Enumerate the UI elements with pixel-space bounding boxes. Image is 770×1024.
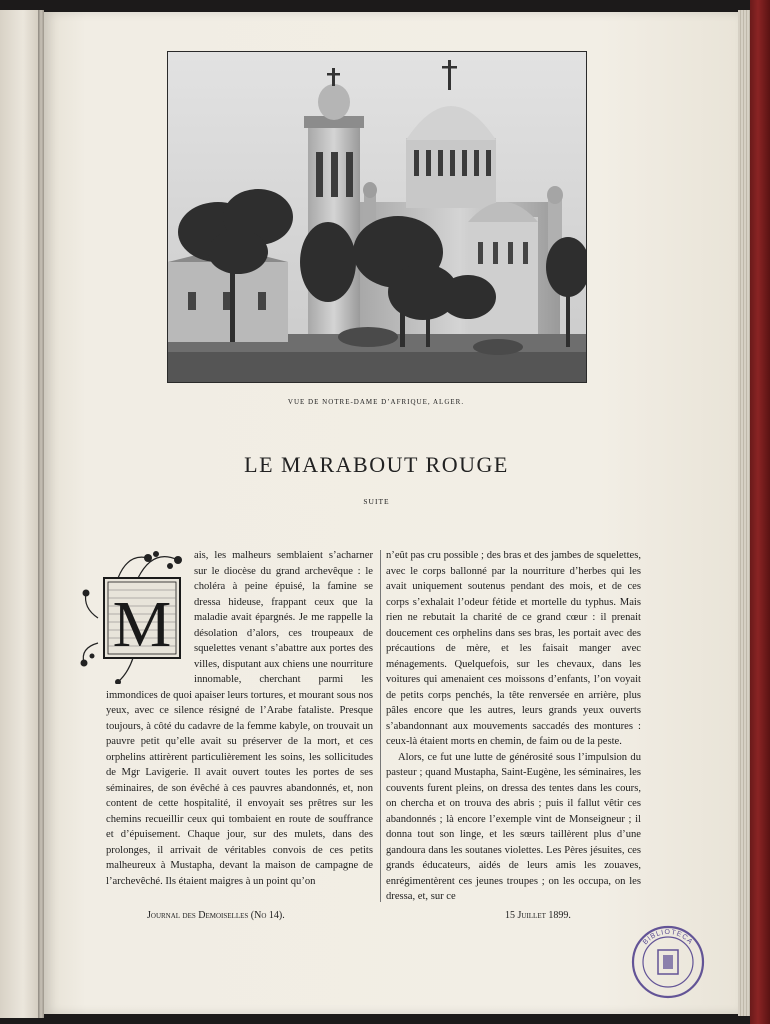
photo-caption: VUE DE NOTRE-DAME D’AFRIQUE, ALGER. — [287, 398, 465, 406]
left-page-edge — [0, 10, 42, 1018]
footer-date: 15 Juillet 1899. — [505, 910, 571, 921]
right-paragraph-1: n’eût pas cru possible ; des bras et des jambes de squelettes, avec le corps ballonné par la nourriture d’herbes qui les avait uniquement soutenus pendant des mois, et de ces corps s’exhalait l’odeur fétide et mortelle du typhus. Mais rien ne rebutait la charité de ce grand cœur : il prenait doucement ces orphelins dans ses bras, les portait avec des précautions de mère, et les faisait manger avec ménagements. Quelquefois, sur les chevaux, dans les voitures qui amenaient ces moissons d’enfants, l’on voyait de petits corps penchés, la tête renversée en arrière, plus pâles encore que les autres, leurs grands yeux ouverts s’abandonnant aux mouvements saccadés des montures : ceux-là étaient morts en chemin, de faim ou de la peste. — [386, 550, 641, 747]
ornamental-dropcap — [78, 548, 190, 684]
right-paragraph-2: Alors, ce fut une lutte de générosité sous l’impulsion du pasteur ; quand Mustapha, Saint-Eugène, les séminaires, les couvents furent pleins, on dressa des tentes dans les cours, on chercha et on trouva des abris ; puis il fallut vêtir ces abandonnés ; là encore l’exemple vint de Monseigneur ; il donna tout son linge, et les sœurs taillèrent plus d’une gandoura dans les soutanes violettes. Les Pères jésuites, ces grands éducateurs, aidés de leurs amis les zouaves, enrégimentèrent ces jeunes troupes ; on les occupa, on les dressa, et, sur ce — [386, 751, 641, 902]
article-subtitle: SUITE — [363, 497, 390, 506]
page — [44, 12, 738, 1014]
basilica-illustration — [168, 52, 586, 382]
article-right-column — [386, 548, 641, 905]
basilica-photo — [167, 51, 587, 383]
book-cover-edge — [750, 0, 770, 1024]
article-title: LE MARABOUT ROUGE — [244, 452, 509, 477]
article-left-column — [106, 548, 373, 889]
footer-journal: Journal des Demoiselles (No 14). — [147, 910, 285, 921]
left-column-text: ais, les malheurs semblaient s’acharner sur le diocèse du grand archevêque : le choléra à peine épuisé, la famine se dressa hideuse, frappant ceux que la maladie avait épargnés. Je me rappelle la désolation d’alors, ces troupeaux de squelettes venant s’abattre aux portes des villes, disputant aux chiens une nourriture innomable, cherchant parmi les immondices de quoi apaiser leurs tortures, et mourant sous nos yeux, avec ce silence résigné de l’Arabe fataliste. Presque toujours, à côté du cadavre de la femme kabyle, on trouvait un pauvre petit qu’elle avait su préserver de la mort, et ces orphelins attirèrent particulièrement les soins, les sollicitudes de Mgr Lavigerie. Il avait ouvert toutes les portes de ses séminaires, de son évêché à ces pauvres abandonnés, et, non content de cette hospitalité, il envoyait ses prêtres sur les chemins recueillir ceux qui tombaient en route de souffrance et d’épuisement. Chaque jour, sur des mulets, dans des prolonges, il arrivait de véritables convois de ces petits malheureux à Mustapha, devant la maison de campagne de l’archevêché. Ils étaient maigres à un point qu’on — [106, 550, 373, 887]
library-stamp — [630, 924, 706, 1000]
column-divider — [380, 550, 381, 902]
stamp-text: BIBLIOTECA — [642, 928, 694, 947]
dropcap-letter: M — [112, 588, 172, 661]
